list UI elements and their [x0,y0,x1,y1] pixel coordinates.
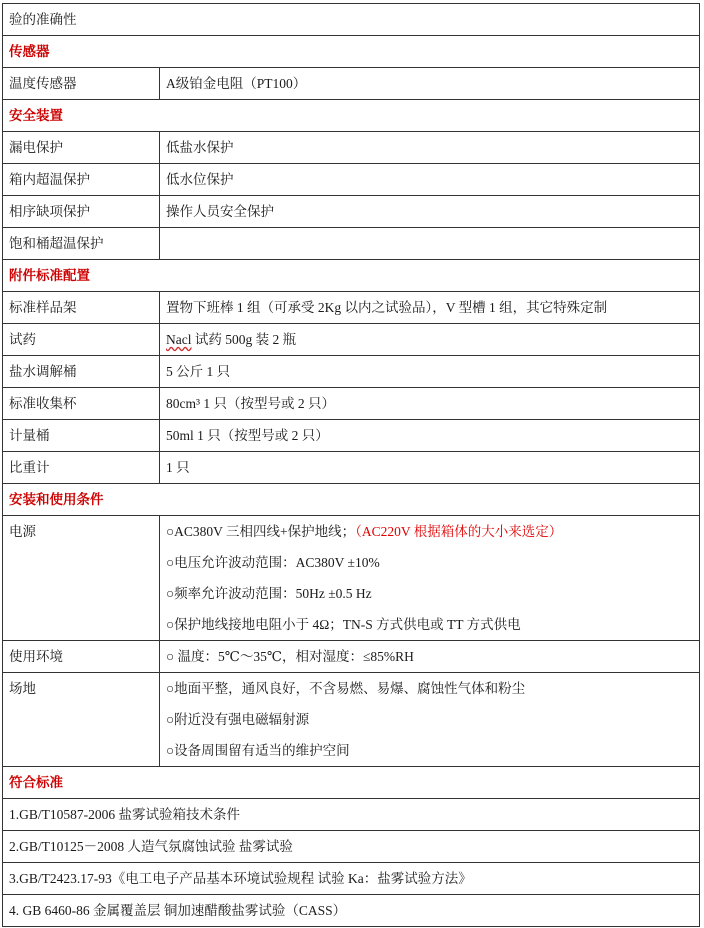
row-label: 使用环境 [3,641,160,673]
row-value [160,516,700,641]
table-row [3,164,700,196]
section-row [3,100,700,132]
row-value: 5 公斤 1 只 [160,356,700,388]
site-line-1: ○地面平整，通风良好，不含易燃、易爆、腐蚀性气体和粉尘 [166,681,526,696]
row-label: 相序缺项保护 [3,196,160,228]
section-safety: 安全装置 [3,100,700,132]
table-row [3,388,700,420]
section-standards: 符合标准 [3,767,700,799]
section-row [3,260,700,292]
section-row [3,484,700,516]
section-row [3,767,700,799]
row-value: ○ 温度：5℃～35℃，相对湿度：≤85%RH [160,641,700,673]
power-line-4: ○保护地线接地电阻小于 4Ω；TN-S 方式供电或 TT 方式供电 [166,617,521,632]
row-value: 1 只 [160,452,700,484]
row-label: 场地 [3,673,160,767]
table-row [3,356,700,388]
power-line-2: ○电压允许波动范围：AC380V ±10% [166,555,380,570]
row-label: 计量桶 [3,420,160,452]
table-row [3,196,700,228]
table-row [3,324,700,356]
standard-item: 2.GB/T10125－2008 人造气氛腐蚀试验 盐雾试验 [3,831,700,863]
row-value: 操作人员安全保护 [160,196,700,228]
row-value: 低盐水保护 [160,132,700,164]
power-line-1 [166,516,693,547]
table-row [3,895,700,927]
row-label: 试药 [3,324,160,356]
row-label: 电源 [3,516,160,641]
spec-table [2,3,700,927]
table-row [3,292,700,324]
table-row [3,452,700,484]
row-label: 标准样品架 [3,292,160,324]
table-row [3,68,700,100]
row-label: 箱内超温保护 [3,164,160,196]
row-label: 饱和桶超温保护 [3,228,160,260]
table-row [3,132,700,164]
section-sensor: 传感器 [3,36,700,68]
spellcheck-word: Nacl [166,332,192,347]
row-value: 50ml 1 只（按型号或 2 只） [160,420,700,452]
table-row [3,799,700,831]
table-row [3,641,700,673]
row-value: 置物下班棒 1 组（可承受 2Kg 以内之试验品），V 型槽 1 组，其它特殊定制 [160,292,700,324]
table-row [3,863,700,895]
section-install: 安装和使用条件 [3,484,700,516]
row-value [160,324,700,356]
row-label: 盐水调解桶 [3,356,160,388]
row-value: A级铂金电阻（PT100） [160,68,700,100]
standard-item: 4. GB 6460-86 金属覆盖层 铜加速醋酸盐雾试验（CASS） [3,895,700,927]
row-value: 低水位保护 [160,164,700,196]
section-row [3,36,700,68]
table-row [3,831,700,863]
site-line-2: ○附近没有强电磁辐射源 [166,712,310,727]
power-line-3: ○频率允许波动范围：50Hz ±0.5 Hz [166,586,372,601]
row-value [160,228,700,260]
standard-item: 3.GB/T2423.17-93《电工电子产品基本环境试验规程 试验 Ka：盐雾试验方法》 [3,863,700,895]
row-value-rest: 试药 500g 装 2 瓶 [191,332,297,347]
row-label: 标准收集杯 [3,388,160,420]
row-label: 漏电保护 [3,132,160,164]
row-value: 80cm³ 1 只（按型号或 2 只） [160,388,700,420]
row-label: 比重计 [3,452,160,484]
table-row [3,516,700,641]
table-row [3,420,700,452]
power-note: （AC220V 根据箱体的大小来选定） [355,524,563,539]
top-row-cell: 验的准确性 [3,4,700,36]
row-value [160,673,700,767]
row-label: 温度传感器 [3,68,160,100]
table-row [3,4,700,36]
section-accessories: 附件标准配置 [3,260,700,292]
power-spec: ○AC380V 三相四线+保护地线； [166,524,356,539]
site-line-3: ○设备周围留有适当的维护空间 [166,743,350,758]
table-row [3,673,700,767]
table-row [3,228,700,260]
standard-item: 1.GB/T10587-2006 盐雾试验箱技术条件 [3,799,700,831]
